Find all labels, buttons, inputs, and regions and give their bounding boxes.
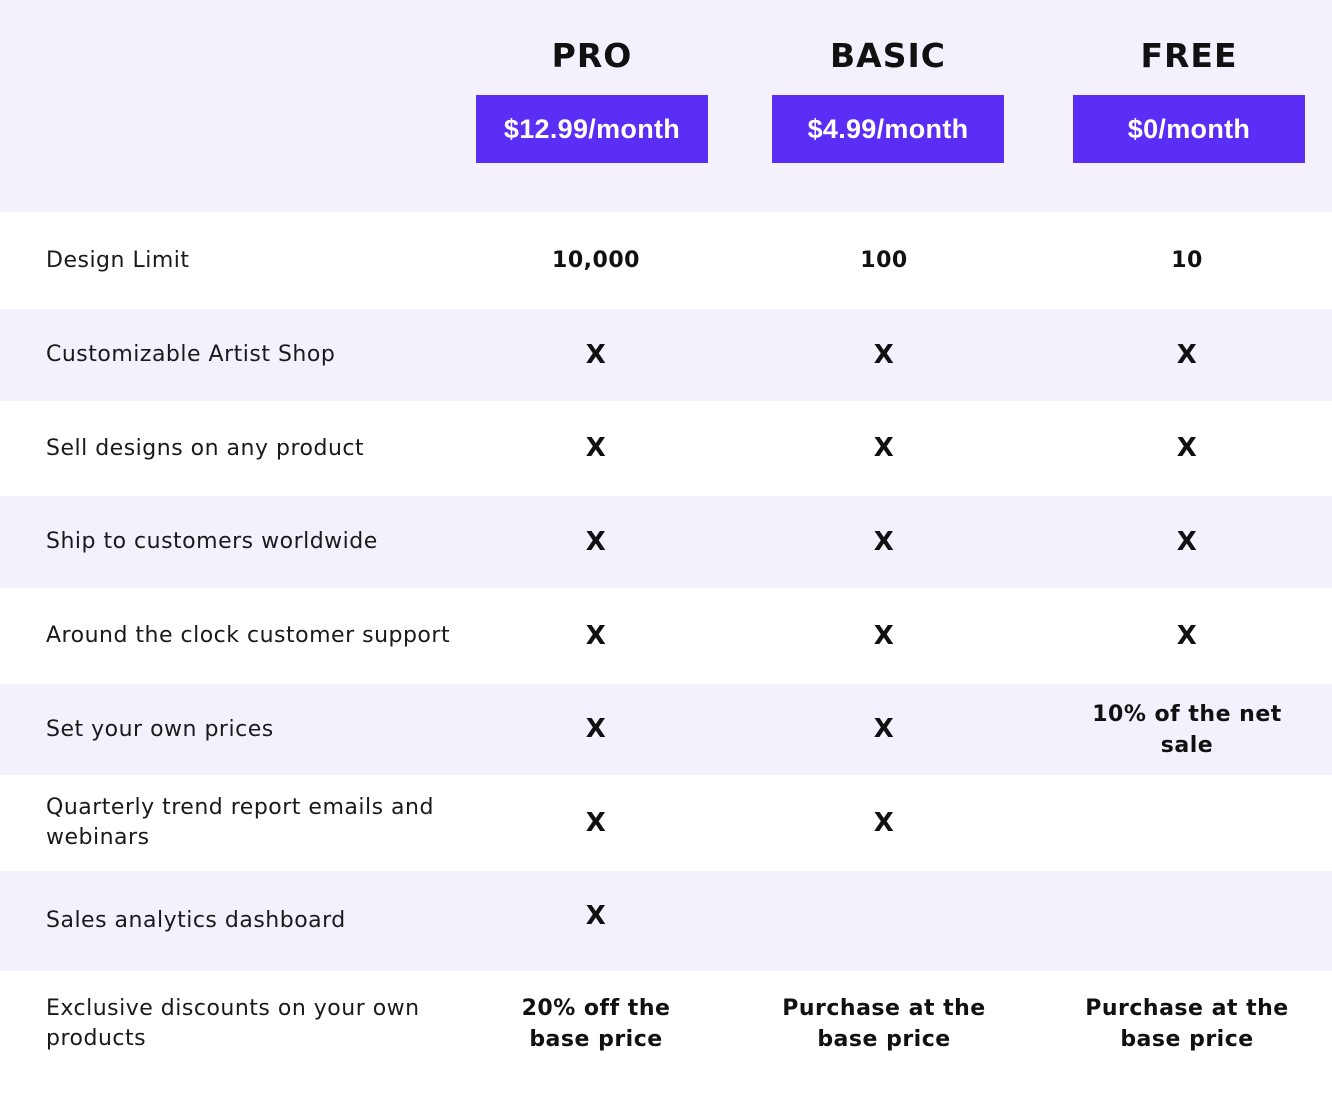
basic-value: X bbox=[873, 620, 895, 651]
feature-label: Exclusive discounts on your own products bbox=[46, 996, 420, 1051]
plan-name: PRO bbox=[551, 36, 633, 75]
basic-value: X bbox=[873, 714, 895, 744]
basic-value: X bbox=[873, 433, 895, 463]
free-value: X bbox=[1176, 526, 1198, 557]
feature-label: Sell designs on any product bbox=[46, 435, 365, 461]
free-value bbox=[1057, 775, 1317, 871]
pro-value: 10,000 bbox=[552, 248, 640, 273]
pro-value: X bbox=[585, 900, 607, 931]
feature-label: Quarterly trend report emails and webinars bbox=[46, 795, 434, 850]
table-row bbox=[0, 588, 1332, 684]
pro-price-button[interactable]: $12.99/month bbox=[476, 95, 708, 163]
free-value: X bbox=[1176, 433, 1198, 463]
pro-value: X bbox=[585, 807, 607, 838]
table-row bbox=[0, 971, 1332, 1089]
plans-header bbox=[0, 0, 1332, 212]
feature-label: Sales analytics dashboard bbox=[46, 908, 346, 933]
free-value: X bbox=[1176, 339, 1198, 370]
free-price-button[interactable]: $0/month bbox=[1073, 95, 1305, 163]
table-row bbox=[0, 871, 1332, 971]
pro-value: 20% off the base price bbox=[521, 996, 671, 1052]
table-row bbox=[0, 401, 1332, 496]
table-row bbox=[0, 684, 1332, 775]
free-value: 10% of the net sale bbox=[1092, 701, 1282, 758]
basic-value bbox=[754, 871, 1014, 971]
free-value: 10 bbox=[1171, 248, 1203, 273]
table-row bbox=[0, 212, 1332, 309]
free-value bbox=[1057, 871, 1317, 971]
pro-value: X bbox=[585, 620, 607, 651]
basic-value: X bbox=[873, 807, 895, 838]
basic-value: Purchase at the base price bbox=[782, 996, 986, 1052]
pro-value: X bbox=[585, 526, 607, 557]
pro-value: X bbox=[585, 714, 607, 744]
free-value: Purchase at the base price bbox=[1085, 996, 1289, 1052]
plan-name: FREE bbox=[1140, 36, 1238, 75]
table-row bbox=[0, 309, 1332, 401]
pro-value: X bbox=[585, 433, 607, 463]
plan-name: BASIC bbox=[830, 36, 946, 75]
basic-price-button[interactable]: $4.99/month bbox=[772, 95, 1004, 163]
basic-value: 100 bbox=[860, 248, 908, 273]
basic-value: X bbox=[873, 526, 895, 557]
feature-label: Customizable Artist Shop bbox=[46, 342, 336, 367]
basic-value: X bbox=[873, 339, 895, 370]
feature-label: Set your own prices bbox=[46, 716, 274, 742]
table-row bbox=[0, 496, 1332, 588]
feature-label: Ship to customers worldwide bbox=[46, 529, 378, 554]
feature-label: Design Limit bbox=[46, 247, 190, 273]
table-row bbox=[0, 775, 1332, 871]
pro-value: X bbox=[585, 339, 607, 370]
feature-label: Around the clock customer support bbox=[46, 623, 451, 648]
free-value: X bbox=[1176, 620, 1198, 651]
